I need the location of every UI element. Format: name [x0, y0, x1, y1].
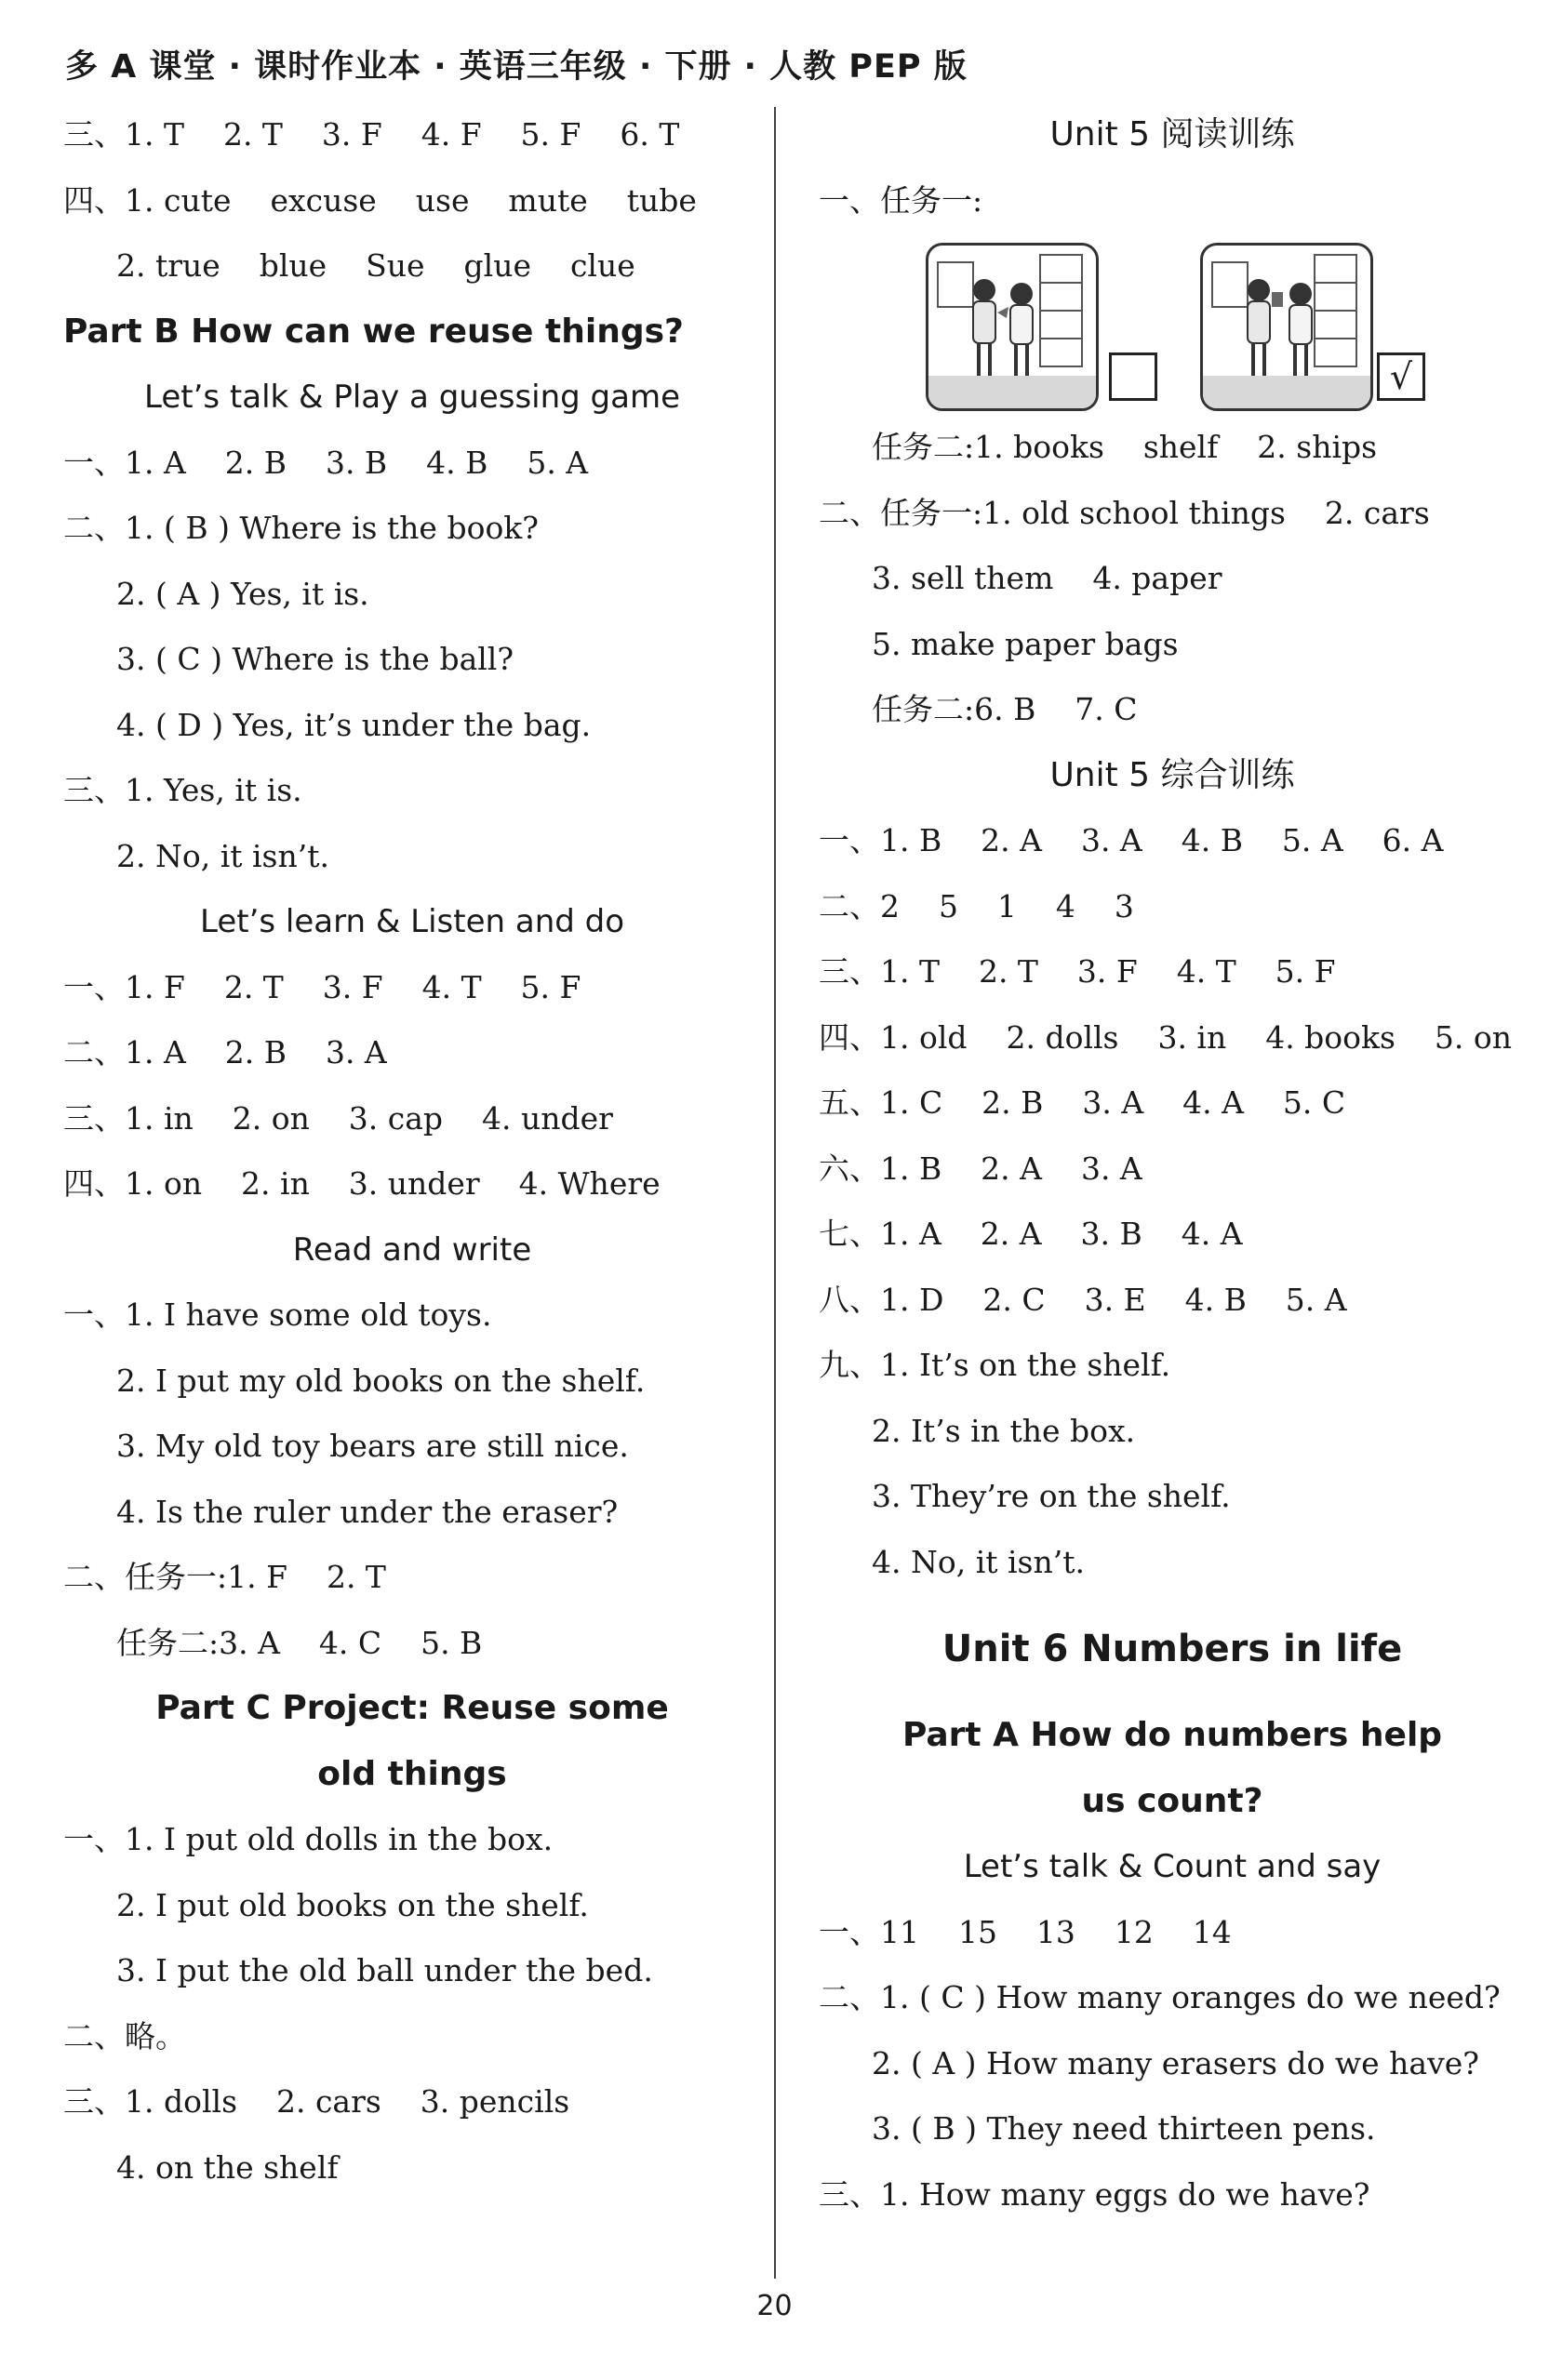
answer-box-a: [1109, 352, 1157, 401]
answer-line: 一、1. B 2. A 3. A 4. B 5. A 6. A: [819, 822, 1444, 858]
part-b-title: Part B How can we reuse things?: [63, 312, 684, 351]
left-column: [63, 102, 761, 2201]
answer-line: 任务二:3. A 4. C 5. B: [116, 1624, 483, 1661]
answer-line: 一、1. I put old dolls in the box.: [63, 1821, 554, 1857]
answer-line: 三、1. in 2. on 3. cap 4. under: [63, 1099, 613, 1137]
answer-line: 三、1. T 2. T 3. F 4. T 5. F: [819, 953, 1336, 990]
answer-line: 三、1. Yes, it is.: [63, 772, 302, 808]
answer-line: 一、1. A 2. B 3. B 4. B 5. A: [63, 444, 589, 481]
picture-b: [1200, 243, 1373, 411]
answer-line: 六、1. B 2. A 3. A: [819, 1150, 1142, 1187]
picture-a: [926, 243, 1099, 411]
answer-line: 2. It’s in the box.: [872, 1412, 1136, 1449]
section-title: Let’s talk & Count and say: [963, 1848, 1382, 1885]
answer-line: 一、1. F 2. T 3. F 4. T 5. F: [63, 968, 581, 1005]
part-a-title: Part A How do numbers help: [901, 1716, 1443, 1754]
answer-line: 三、1. T 2. T 3. F 4. F 5. F 6. T: [63, 116, 680, 153]
answer-line: 2. ( A ) How many erasers do we have?: [872, 2044, 1479, 2081]
answer-line: 4. on the shelf: [116, 2148, 339, 2186]
answer-line: 任务二:6. B 7. C: [872, 691, 1138, 727]
answer-line: 2. true blue Sue glue clue: [116, 247, 635, 284]
classroom-scene-b-illustration: [1203, 246, 1370, 408]
part-a-title-cont: us count?: [1081, 1781, 1263, 1820]
part-c-title: Part C Project: Reuse some: [155, 1689, 669, 1727]
answer-line: 九、1. It’s on the shelf.: [819, 1347, 1171, 1383]
answer-line: 二、任务一:1. old school things 2. cars: [819, 494, 1430, 531]
answer-line: 二、1. A 2. B 3. A: [63, 1034, 387, 1070]
page-header: 多 A 课堂 · 课时作业本 · 英语三年级 · 下册 · 人教 PEP 版: [65, 48, 968, 86]
section-title: Let’s talk & Play a guessing game: [143, 379, 681, 416]
answer-line: 2. I put my old books on the shelf.: [116, 1362, 646, 1399]
answer-line: 四、1. cute excuse use mute tube: [63, 181, 697, 219]
page-number: 20: [756, 2290, 793, 2322]
answer-line: 4. No, it isn’t.: [872, 1543, 1085, 1580]
answer-line: 二、1. ( B ) Where is the book?: [63, 510, 540, 546]
section-title: Let’s learn & Listen and do: [199, 903, 625, 940]
answer-line: 任务二:1. books shelf 2. ships: [872, 429, 1378, 465]
answer-line: 四、1. on 2. in 3. under 4. Where: [63, 1165, 661, 1202]
picture-choices: [819, 233, 1526, 415]
answer-line: 二、任务一:1. F 2. T: [63, 1559, 386, 1595]
answer-line: 七、1. A 2. A 3. B 4. A: [819, 1216, 1243, 1252]
unit5-comprehensive-title: Unit 5 综合训练: [1049, 755, 1295, 794]
answer-line: 3. My old toy bears are still nice.: [116, 1428, 629, 1464]
answer-line: 3. They’re on the shelf.: [872, 1478, 1231, 1514]
answer-line: 4. Is the ruler under the eraser?: [116, 1493, 619, 1530]
unit6-title: Unit 6 Numbers in life: [941, 1628, 1403, 1670]
unit5-reading-title: Unit 5 阅读训练: [1049, 115, 1295, 153]
answer-line: 2. I put old books on the shelf.: [116, 1886, 589, 1923]
answer-line: 3. ( B ) They need thirteen pens.: [872, 2110, 1376, 2147]
answer-line: 二、略。: [63, 2017, 186, 2054]
answer-box-b: √: [1377, 352, 1425, 401]
column-divider: [774, 107, 776, 2279]
answer-line: 3. I put the old ball under the bed.: [116, 1952, 653, 1988]
answer-line: 五、1. C 2. B 3. A 4. A 5. C: [819, 1084, 1346, 1121]
answer-line: 2. No, it isn’t.: [116, 837, 329, 874]
answer-line: 3. ( C ) Where is the ball?: [116, 641, 514, 677]
answer-line: 三、1. dolls 2. cars 3. pencils: [63, 2083, 570, 2120]
answer-line: 一、1. I have some old toys.: [63, 1296, 492, 1333]
answer-line: 二、2 5 1 4 3: [819, 887, 1134, 924]
part-c-title-cont: old things: [317, 1754, 507, 1793]
answer-line: 2. ( A ) Yes, it is.: [116, 575, 369, 612]
answer-line: 四、1. old 2. dolls 3. in 4. books 5. on: [819, 1018, 1513, 1056]
answer-line: 3. sell them 4. paper: [872, 560, 1222, 596]
answer-line: 三、1. How many eggs do we have?: [819, 2175, 1370, 2213]
classroom-scene-a-illustration: [928, 246, 1096, 408]
answer-line: 4. ( D ) Yes, it’s under the bag.: [116, 706, 592, 743]
answer-line: 八、1. D 2. C 3. E 4. B 5. A: [819, 1281, 1347, 1318]
section-title: Read and write: [292, 1230, 532, 1269]
answer-line: 二、1. ( C ) How many oranges do we need?: [819, 1979, 1501, 2015]
right-column: [819, 102, 1526, 2227]
answer-line: 5. make paper bags: [872, 625, 1179, 662]
answer-line: 一、11 15 13 12 14: [819, 1913, 1232, 1950]
answer-line: 一、任务一:: [819, 181, 983, 219]
